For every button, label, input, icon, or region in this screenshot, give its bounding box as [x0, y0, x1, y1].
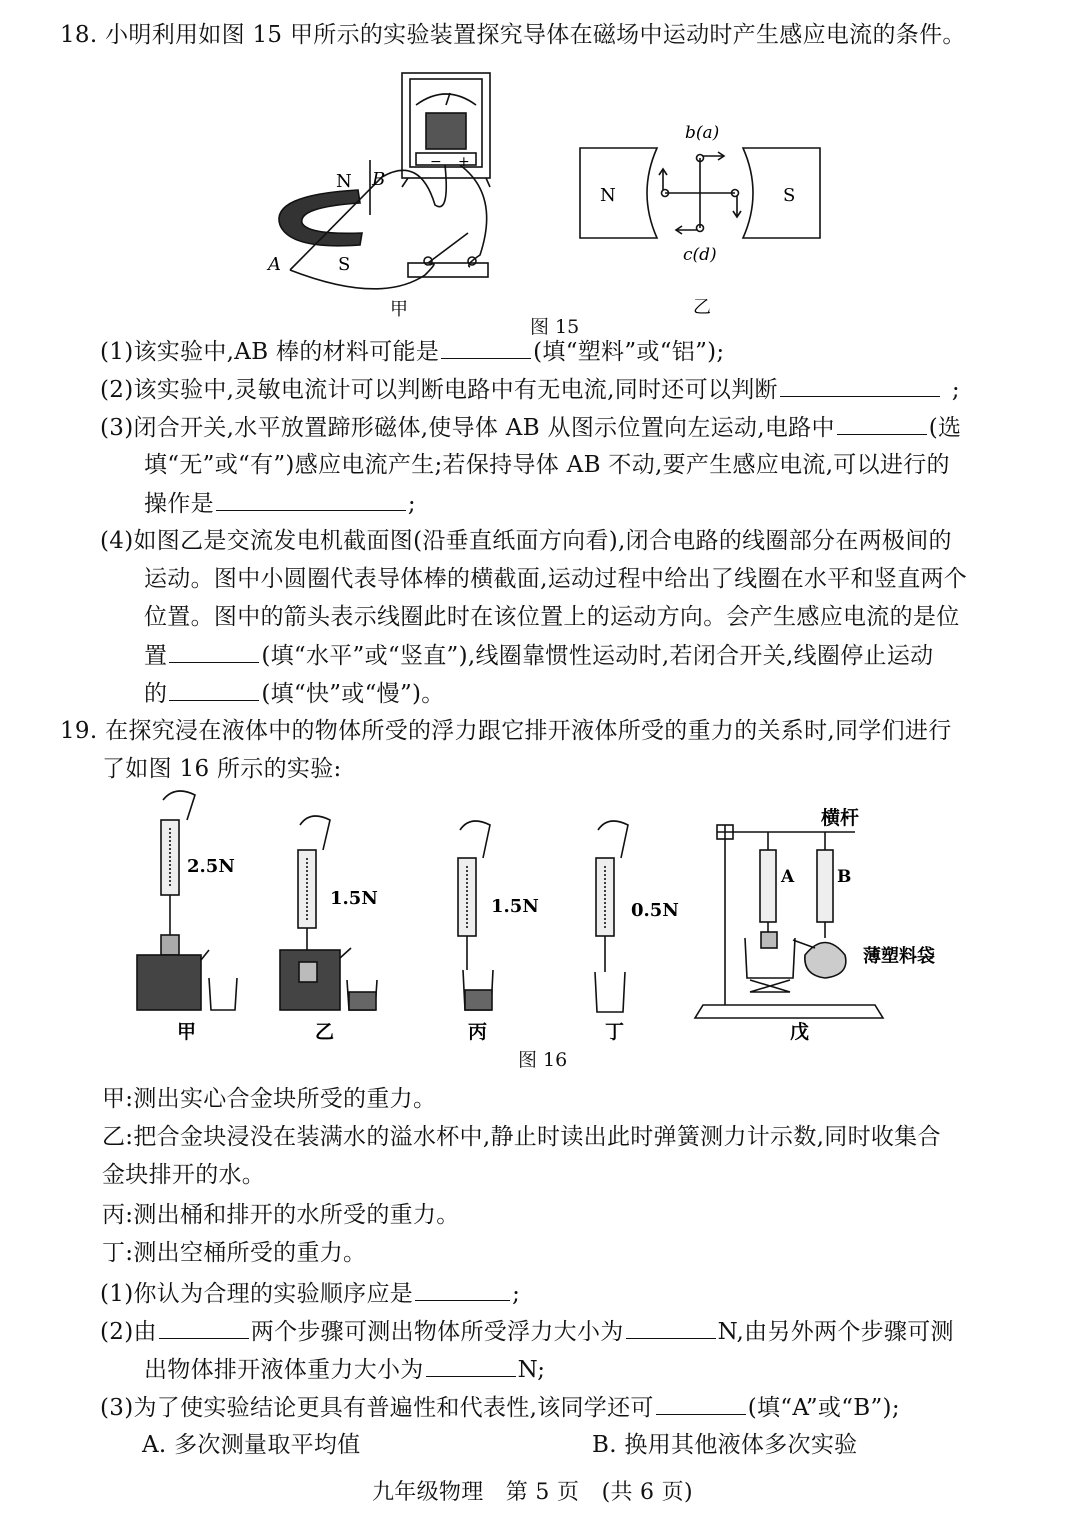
label-ding: 丁 [605, 1021, 625, 1043]
answer-blank[interactable] [656, 1392, 746, 1415]
answer-blank[interactable] [216, 488, 406, 511]
gen-bottom-label: c(d) [683, 245, 717, 265]
scale-B-label: B [837, 867, 852, 887]
q19-part2-line2: 出物体排开液体重力大小为 N; [144, 1354, 545, 1385]
figure-15-yi [575, 118, 825, 318]
label-B: B [372, 169, 386, 190]
q19-stem-line1: 19. 在探究浸在液体中的物体所受的浮力跟它排开液体所受的重力的关系时,同学们进行 [60, 718, 952, 744]
label-yi: 乙 [693, 297, 711, 318]
q18-part3-line2: 填“无”或“有”)感应电流产生;若保持导体 AB 不动,要产生感应电流,可以进行的 [144, 452, 950, 478]
label-bing: 丙 [468, 1021, 488, 1043]
label-jia: 甲 [390, 299, 408, 320]
reading-yi: 1.5N [330, 888, 378, 909]
q18-stem: 18. 小明利用如图 15 甲所示的实验装置探究导体在磁场中运动时产生感应电流的条件。 [60, 22, 966, 48]
step-bing: 丙:测出桶和排开的水所受的重力。 [102, 1202, 460, 1228]
q19-part3: (3)为了使实验结论更具有普遍性和代表性,该同学还可 (填“A”或“B”); [100, 1392, 900, 1423]
answer-blank[interactable] [626, 1316, 716, 1339]
crossbar-label: 横杆 [821, 807, 860, 829]
q19-part1: (1)你认为合理的实验顺序应是 ; [100, 1278, 520, 1309]
reading-bing: 1.5N [491, 896, 539, 917]
figure-15-caption: 图 15 [530, 316, 580, 338]
answer-blank[interactable] [837, 412, 927, 435]
figure-16-caption: 图 16 [518, 1049, 568, 1071]
q18-part4-line5: 的 (填“快”或“慢”)。 [144, 678, 445, 709]
answer-blank[interactable] [441, 336, 531, 359]
reading-ding: 0.5N [631, 900, 679, 921]
label-yi: 乙 [315, 1021, 335, 1043]
q18-part4-line3: 位置。图中的箭头表示线圈此时在该位置上的运动方向。会产生感应电流的是位 [144, 604, 960, 630]
option-B: B. 换用其他液体多次实验 [592, 1432, 858, 1458]
q18-part4-line4: 置 (填“水平”或“竖直”),线圈靠惯性运动时,若闭合开关,线圈停止运动 [144, 640, 933, 671]
answer-blank[interactable] [426, 1354, 516, 1377]
q18-part2: (2)该实验中,灵敏电流计可以判断电路中有无电流,同时还可以判断 ; [100, 374, 960, 405]
step-ding: 丁:测出空桶所受的重力。 [102, 1240, 367, 1266]
answer-blank[interactable] [415, 1278, 510, 1301]
label-N: N [336, 171, 352, 192]
answer-blank[interactable] [780, 374, 940, 397]
answer-blank[interactable] [169, 640, 259, 663]
q18-part4-line2: 运动。图中小圆圈代表导体棒的横截面,运动过程中给出了线圈在水平和竖直两个 [144, 566, 968, 592]
step-jia: 甲:测出实心合金块所受的重力。 [102, 1086, 437, 1112]
figure-16 [125, 780, 965, 1048]
label-S: S [338, 254, 351, 275]
q18-part1: (1)该实验中,AB 棒的材料可能是 (填“塑料”或“铝”); [100, 336, 724, 367]
gen-top-label: b(a) [685, 123, 720, 143]
q19-stem-line2: 了如图 16 所示的实验: [102, 756, 342, 782]
q18-part3-line1: (3)闭合开关,水平放置蹄形磁体,使导体 AB 从图示位置向左运动,电路中 (选 [100, 412, 961, 443]
answer-blank[interactable] [169, 678, 259, 701]
q18-part3-line3: 操作是 ; [144, 488, 416, 519]
scale-A-label: A [781, 867, 795, 887]
gen-N-label: N [600, 185, 616, 206]
step-yi-line2: 金块排开的水。 [102, 1162, 266, 1188]
answer-blank[interactable] [159, 1316, 249, 1339]
plastic-bag-label: 薄塑料袋 [863, 946, 935, 967]
q18-part4-line1: (4)如图乙是交流发电机截面图(沿垂直纸面方向看),闭合电路的线圈部分在两极间的 [100, 528, 952, 554]
figure-15-jia [250, 65, 520, 320]
gen-S-label: S [783, 185, 796, 206]
page-footer: 九年级物理 第 5 页 (共 6 页) [372, 1480, 693, 1505]
option-A: A. 多次测量取平均值 [142, 1432, 361, 1458]
meter-plus-label: + [458, 154, 470, 170]
label-wu: 戊 [790, 1021, 810, 1043]
label-jia: 甲 [177, 1021, 197, 1043]
q19-part2-line1: (2)由 两个步骤可测出物体所受浮力大小为 N,由另外两个步骤可测 [100, 1316, 954, 1347]
step-yi-line1: 乙:把合金块浸没在装满水的溢水杯中,静止时读出此时弹簧测力计示数,同时收集合 [102, 1124, 941, 1150]
meter-minus-label: − [430, 154, 442, 170]
reading-jia: 2.5N [187, 856, 235, 877]
label-A: A [268, 254, 281, 275]
